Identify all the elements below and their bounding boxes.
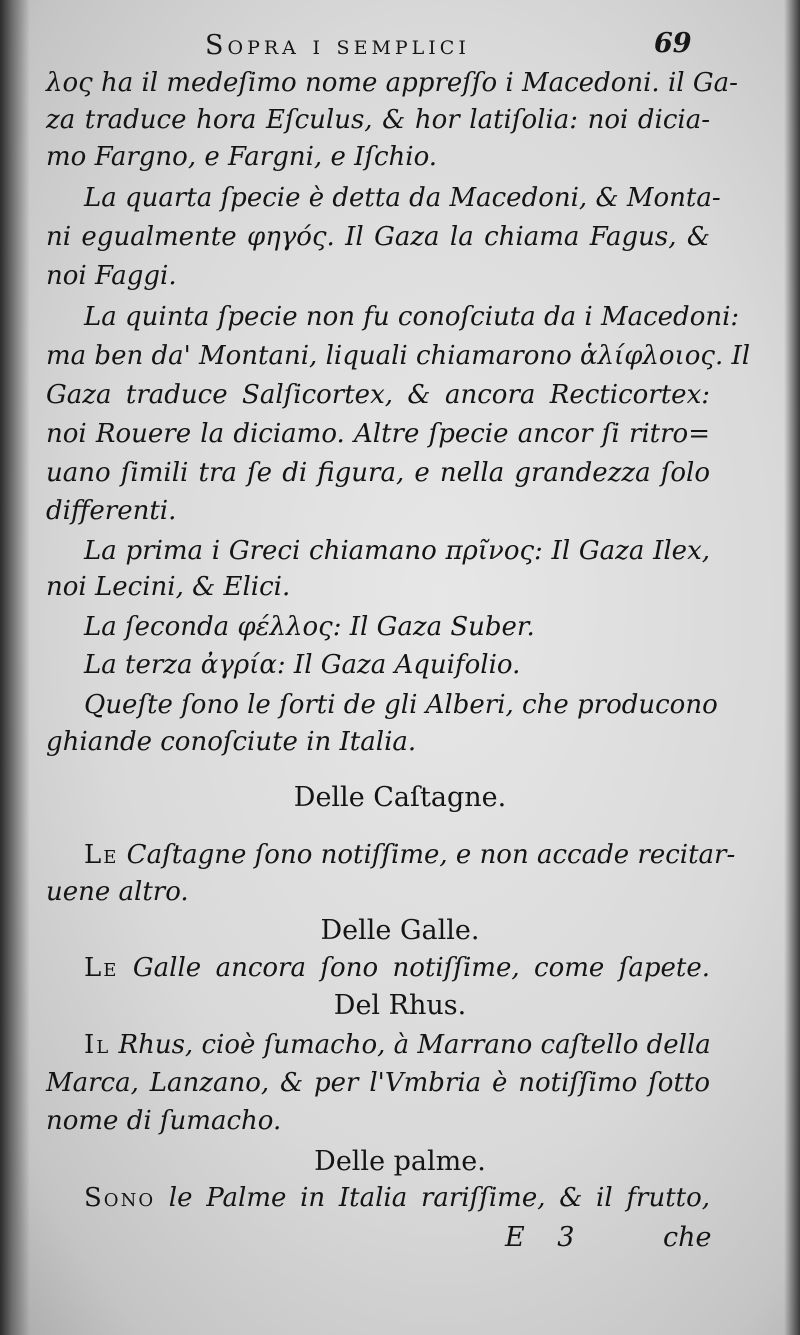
text-line-body: le Palme in Italia rariſſime, & il frutto,: [168, 1183, 711, 1213]
text-line-body: Galle ancora ſono notiſſime, come ſapete.: [132, 953, 710, 983]
text-line-body: Rhus, cioè ſumacho, à Marrano caſtello della: [118, 1030, 711, 1060]
initial-word: Le: [84, 953, 119, 983]
text-line: [46, 1183, 710, 1213]
text-line: ni egualmente φηγός. Il Gaza la chiama Fagus, &: [46, 222, 710, 252]
text-line: uano ſimili tra ſe di figura, e nella grandezza ſolo: [46, 458, 710, 488]
running-head: [0, 20, 800, 64]
text-line: mo Fargno, e Fargni, e Iſchio.: [46, 142, 438, 172]
text-line: nome di ſumacho.: [46, 1106, 282, 1136]
text-line: uene altro.: [46, 877, 189, 907]
text-line: Queſte ſono le ſorti de gli Alberi, che producono: [84, 690, 718, 720]
section-heading: Delle Galle.: [320, 915, 480, 946]
text-line-body: Caſtagne ſono notiſſime, e non accade recitar-: [126, 840, 736, 870]
catchword: che: [663, 1222, 712, 1253]
text-line: La terza ἀγρία: Il Gaza Aquifolio.: [84, 650, 521, 680]
page-number: 69: [654, 28, 692, 59]
text-line: noi Lecini, & Elici.: [46, 572, 291, 602]
text-line: [46, 953, 710, 983]
text-line: λος ha il medeſimo nome appreſſo i Macedoni. il Ga-: [46, 68, 738, 98]
text-line: [46, 1030, 710, 1060]
initial-word: Sono: [84, 1183, 156, 1213]
text-line: La quinta ſpecie non fu conoſciuta da i Macedoni:: [84, 302, 740, 332]
text-line: differenti.: [46, 496, 177, 526]
running-head-title: Sopra i semplici: [205, 30, 470, 61]
initial-word: Il: [84, 1030, 111, 1060]
text-line: La prima i Greci chiamano πρῖνος: Il Gaza Ilex,: [84, 536, 710, 566]
text-line: ghiande conoſciute in Italia.: [46, 727, 417, 757]
section-heading: Delle Caſtagne.: [293, 782, 507, 813]
initial-word: Le: [84, 840, 119, 870]
text-line: noi Rouere la diciamo. Altre ſpecie ancor ſi ritro=: [46, 419, 710, 449]
text-line: za traduce hora Eſculus, & hor latiſolia: noi dicia-: [46, 105, 710, 135]
section-heading: Del Rhus.: [333, 990, 467, 1021]
text-line: [46, 840, 736, 870]
text-line: Marca, Lanzano, & per l'Vmbria è notiſſimo ſotto: [46, 1068, 710, 1098]
text-line: Gaza traduce Salſicortex, & ancora Recticortex:: [46, 380, 710, 410]
text-line: ma ben da' Montani, liquali chiamarono ἁλίφλοιος. Il: [46, 341, 751, 371]
text-line: La ſeconda φέλλος: Il Gaza Suber.: [84, 612, 535, 642]
text-line: La quarta ſpecie è detta da Macedoni, & Monta-: [84, 183, 721, 213]
signature-mark: E 3: [505, 1222, 575, 1253]
text-line: noi Faggi.: [46, 261, 177, 291]
section-heading: Delle palme.: [314, 1146, 486, 1177]
